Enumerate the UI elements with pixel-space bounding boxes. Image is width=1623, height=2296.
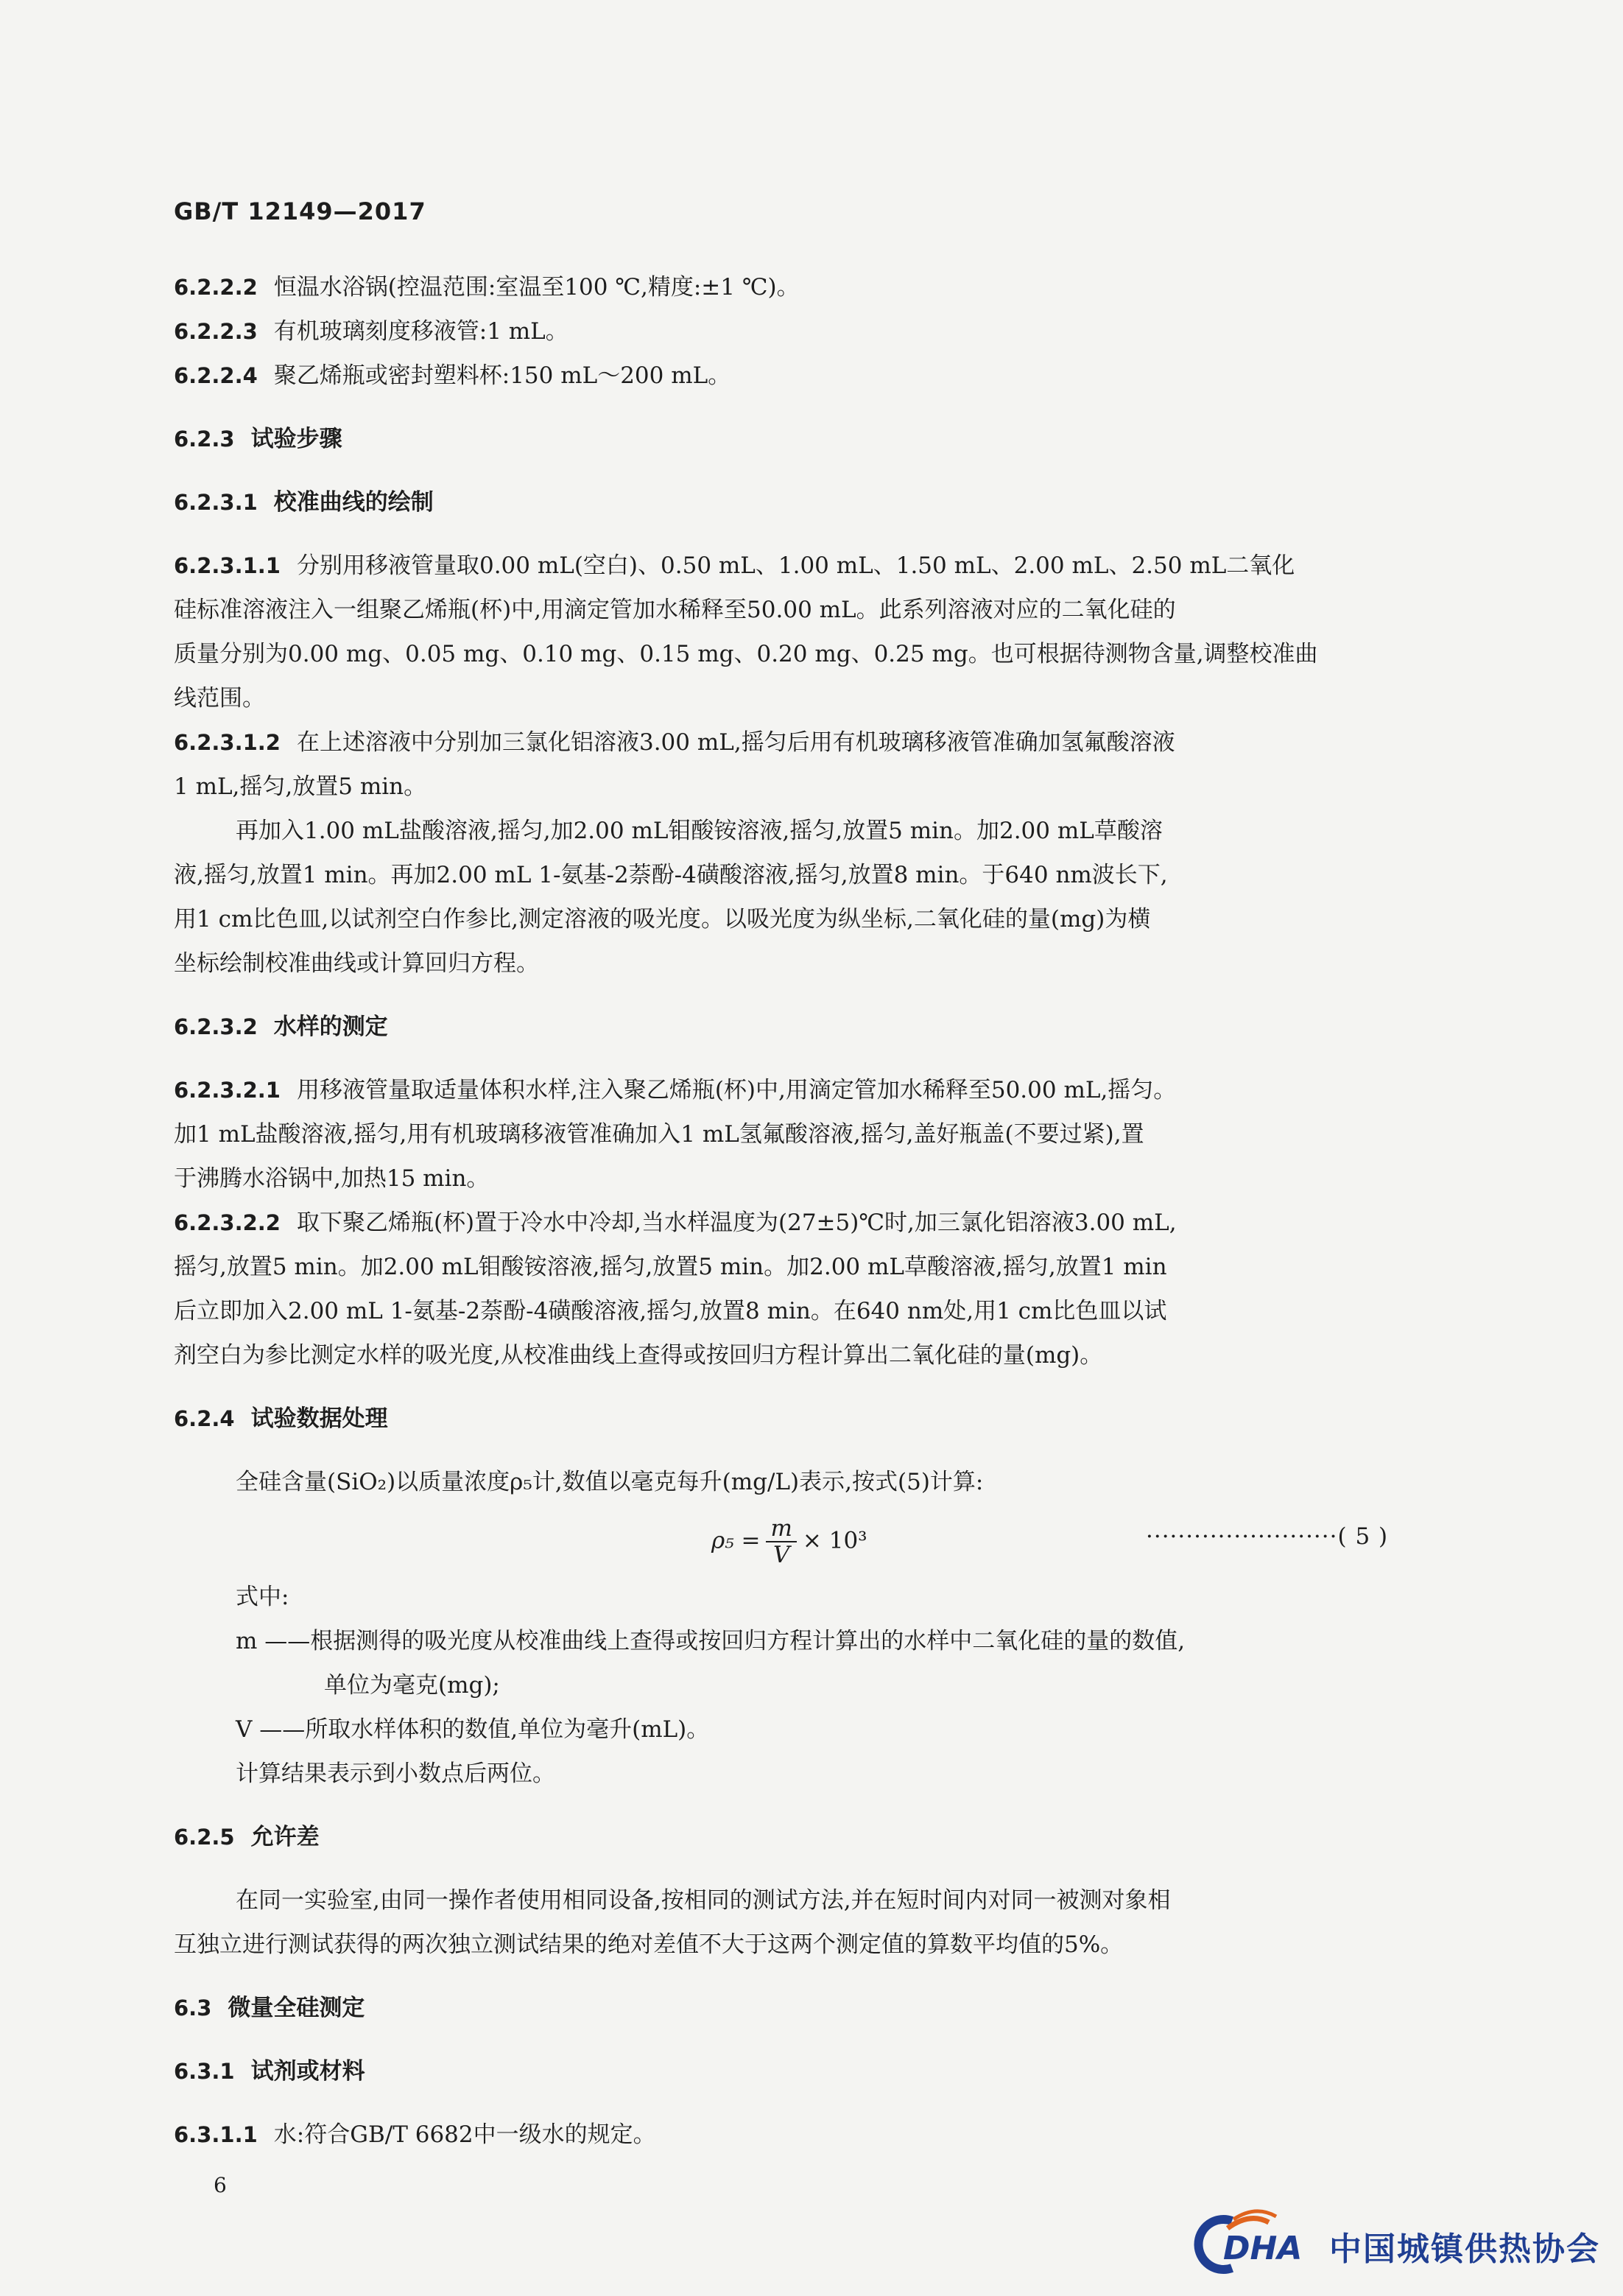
formula-fraction <box>766 1516 796 1567</box>
section-title: 试验步骤 <box>250 426 342 452</box>
clause-6-3-1-1 <box>174 2113 1440 2157</box>
clause-number: 6.2.2.4 <box>174 363 258 388</box>
section-number: 6.2.3.1 <box>174 490 258 515</box>
body-line: 硅标准溶液注入一组聚乙烯瓶(杯)中,用滴定管加水稀释至50.00 mL。此系列溶液对应的二氧化硅的 <box>174 597 1176 623</box>
clause-6-2-3-1-2 <box>174 720 1440 765</box>
section-heading-6-2-3-1 <box>174 480 1440 524</box>
section-number: 6.2.3.2 <box>174 1014 258 1039</box>
clause-number: 6.2.2.2 <box>174 275 258 300</box>
formula-denominator: V <box>772 1542 790 1568</box>
formula-expression <box>711 1516 867 1567</box>
section-title: 试剂或材料 <box>250 2058 365 2085</box>
clause-text: 取下聚乙烯瓶(杯)置于冷水中冷却,当水样温度为(27±5)℃时,加三氯化铝溶液3.00 mL, <box>296 1210 1177 1236</box>
clause-text: 水:符合GB/T 6682中一级水的规定。 <box>273 2121 656 2148</box>
section-heading-6-2-3 <box>174 417 1440 461</box>
body-line: 液,摇匀,放置1 min。再加2.00 mL 1-氨基-2萘酚-4磺酸溶液,摇匀,放置8 min。于640 nm波长下, <box>174 862 1168 888</box>
dha-logo <box>1189 2206 1602 2280</box>
body-line: 剂空白为参比测定水样的吸光度,从校准曲线上查得或按回归方程计算出二氧化硅的量(mg)。 <box>174 1342 1103 1369</box>
section-number: 6.3.1 <box>174 2059 235 2084</box>
body-line: 加1 mL盐酸溶液,摇匀,用有机玻璃移液管准确加入1 mL氢氟酸溶液,摇匀,盖好瓶盖(不要过紧),置 <box>174 1121 1144 1148</box>
clause-text: 在上述溶液中分别加三氯化铝溶液3.00 mL,摇匀后用有机玻璃移液管准确加氢氟酸溶液 <box>296 729 1175 756</box>
section-heading-6-3 <box>174 1986 1440 2030</box>
section-title: 校准曲线的绘制 <box>273 489 434 516</box>
standard-number: GB/T 12149—2017 <box>174 197 426 225</box>
section-title: 水样的测定 <box>273 1014 388 1040</box>
equation-number: ( 5 ) <box>1337 1523 1389 1550</box>
section-number: 6.2.3 <box>174 426 235 452</box>
formula-numerator: m <box>766 1516 796 1542</box>
body-line: 质量分别为0.00 mg、0.05 mg、0.10 mg、0.15 mg、0.20 mg、0.25 mg。也可根据待测物含量,调整校准曲 <box>174 641 1318 667</box>
dha-emblem-icon <box>1189 2206 1329 2280</box>
body-line: 于沸腾水浴锅中,加热15 min。 <box>174 1165 490 1192</box>
clause-text: 恒温水浴锅(控温范围:室温至100 ℃,精度:±1 ℃)。 <box>273 274 800 301</box>
section-number: 6.3 <box>174 1995 212 2021</box>
clause-6-2-2-3 <box>174 309 1440 354</box>
body-line: 互独立进行测试获得的两次独立测试结果的绝对差值不大于这两个测定值的算数平均值的5%。 <box>174 1931 1124 1958</box>
clause-text: 聚乙烯瓶或密封塑料杯:150 mL～200 mL。 <box>273 362 731 389</box>
logo-name: 中国城镇供热协会 <box>1329 2230 1600 2268</box>
clause-number: 6.3.1.1 <box>174 2122 258 2147</box>
body-line: 计算结果表示到小数点后两位。 <box>236 1760 555 1787</box>
body-line: 摇匀,放置5 min。加2.00 mL钼酸铵溶液,摇匀,放置5 min。加2.00 mL草酸溶液,摇匀,放置1 min <box>174 1254 1167 1280</box>
section-heading-6-3-1 <box>174 2049 1440 2093</box>
clause-6-2-3-2-1 <box>174 1068 1440 1112</box>
paragraph-first-line: 全硅含量(SiO₂)以质量浓度ρ₅计,数值以毫克每升(mg/L)表示,按式(5)计算: <box>236 1469 984 1495</box>
where-label: 式中: <box>236 1584 289 1610</box>
body-line: 线范围。 <box>174 685 265 712</box>
body-line: 用1 cm比色皿,以试剂空白作参比,测定溶液的吸光度。以吸光度为纵坐标,二氧化硅的量(mg)为横 <box>174 906 1151 933</box>
document-body <box>174 265 1440 2157</box>
clause-number: 6.2.3.2.2 <box>174 1210 281 1235</box>
body-line: 坐标绘制校准曲线或计算回归方程。 <box>174 950 539 977</box>
clause-number: 6.2.3.1.1 <box>174 553 281 578</box>
section-heading-6-2-5 <box>174 1815 1440 1859</box>
page-number: 6 <box>214 2173 227 2197</box>
section-number: 6.2.4 <box>174 1406 235 1431</box>
section-title: 允许差 <box>250 1824 320 1850</box>
clause-text: 分别用移液管量取0.00 mL(空白)、0.50 mL、1.00 mL、1.50 mL、2.00 mL、2.50 mL二氧化 <box>296 552 1295 579</box>
clause-number: 6.2.2.3 <box>174 319 258 344</box>
section-heading-6-2-4 <box>174 1397 1440 1441</box>
formula-number <box>1146 1523 1388 1550</box>
clause-6-2-3-1-1 <box>174 544 1440 588</box>
body-line: 后立即加入2.00 mL 1-氨基-2萘酚-4磺酸溶液,摇匀,放置8 min。在640 nm处,用1 cm比色皿以试 <box>174 1298 1167 1324</box>
variable-definition-v: V ——所取水样体积的数值,单位为毫升(mL)。 <box>236 1716 710 1743</box>
clause-6-2-2-4 <box>174 354 1440 398</box>
clause-number: 6.2.3.2.1 <box>174 1078 281 1103</box>
variable-definition-continued: 单位为毫克(mg); <box>324 1672 500 1699</box>
section-number: 6.2.5 <box>174 1825 235 1850</box>
clause-text: 用移液管量取适量体积水样,注入聚乙烯瓶(杯)中,用滴定管加水稀释至50.00 mL,摇匀。 <box>296 1077 1177 1103</box>
leader-dots: ························ <box>1146 1523 1338 1550</box>
clause-number: 6.2.3.1.2 <box>174 730 281 755</box>
formula-rhs: × 10³ <box>802 1527 867 1554</box>
variable-definition-m: m ——根据测得的吸光度从校准曲线上查得或按回归方程计算出的水样中二氧化硅的量的数值, <box>236 1628 1186 1654</box>
clause-6-2-3-2-2 <box>174 1201 1440 1245</box>
section-title: 微量全硅测定 <box>228 1995 365 2021</box>
paragraph-first-line: 再加入1.00 mL盐酸溶液,摇匀,加2.00 mL钼酸铵溶液,摇匀,放置5 min。加2.00 mL草酸溶 <box>236 818 1163 844</box>
section-heading-6-2-3-2 <box>174 1005 1440 1049</box>
logo-letters: DHA <box>1223 2230 1303 2267</box>
formula-lhs: ρ₅ = <box>711 1527 761 1554</box>
clause-text: 有机玻璃刻度移液管:1 mL。 <box>273 318 568 345</box>
paragraph-first-line: 在同一实验室,由同一操作者使用相同设备,按相同的测试方法,并在短时间内对同一被测对象相 <box>236 1887 1171 1914</box>
formula-5 <box>174 1504 1440 1575</box>
body-line: 1 mL,摇匀,放置5 min。 <box>174 773 427 800</box>
section-title: 试验数据处理 <box>250 1405 388 1432</box>
clause-6-2-2-2 <box>174 265 1440 309</box>
